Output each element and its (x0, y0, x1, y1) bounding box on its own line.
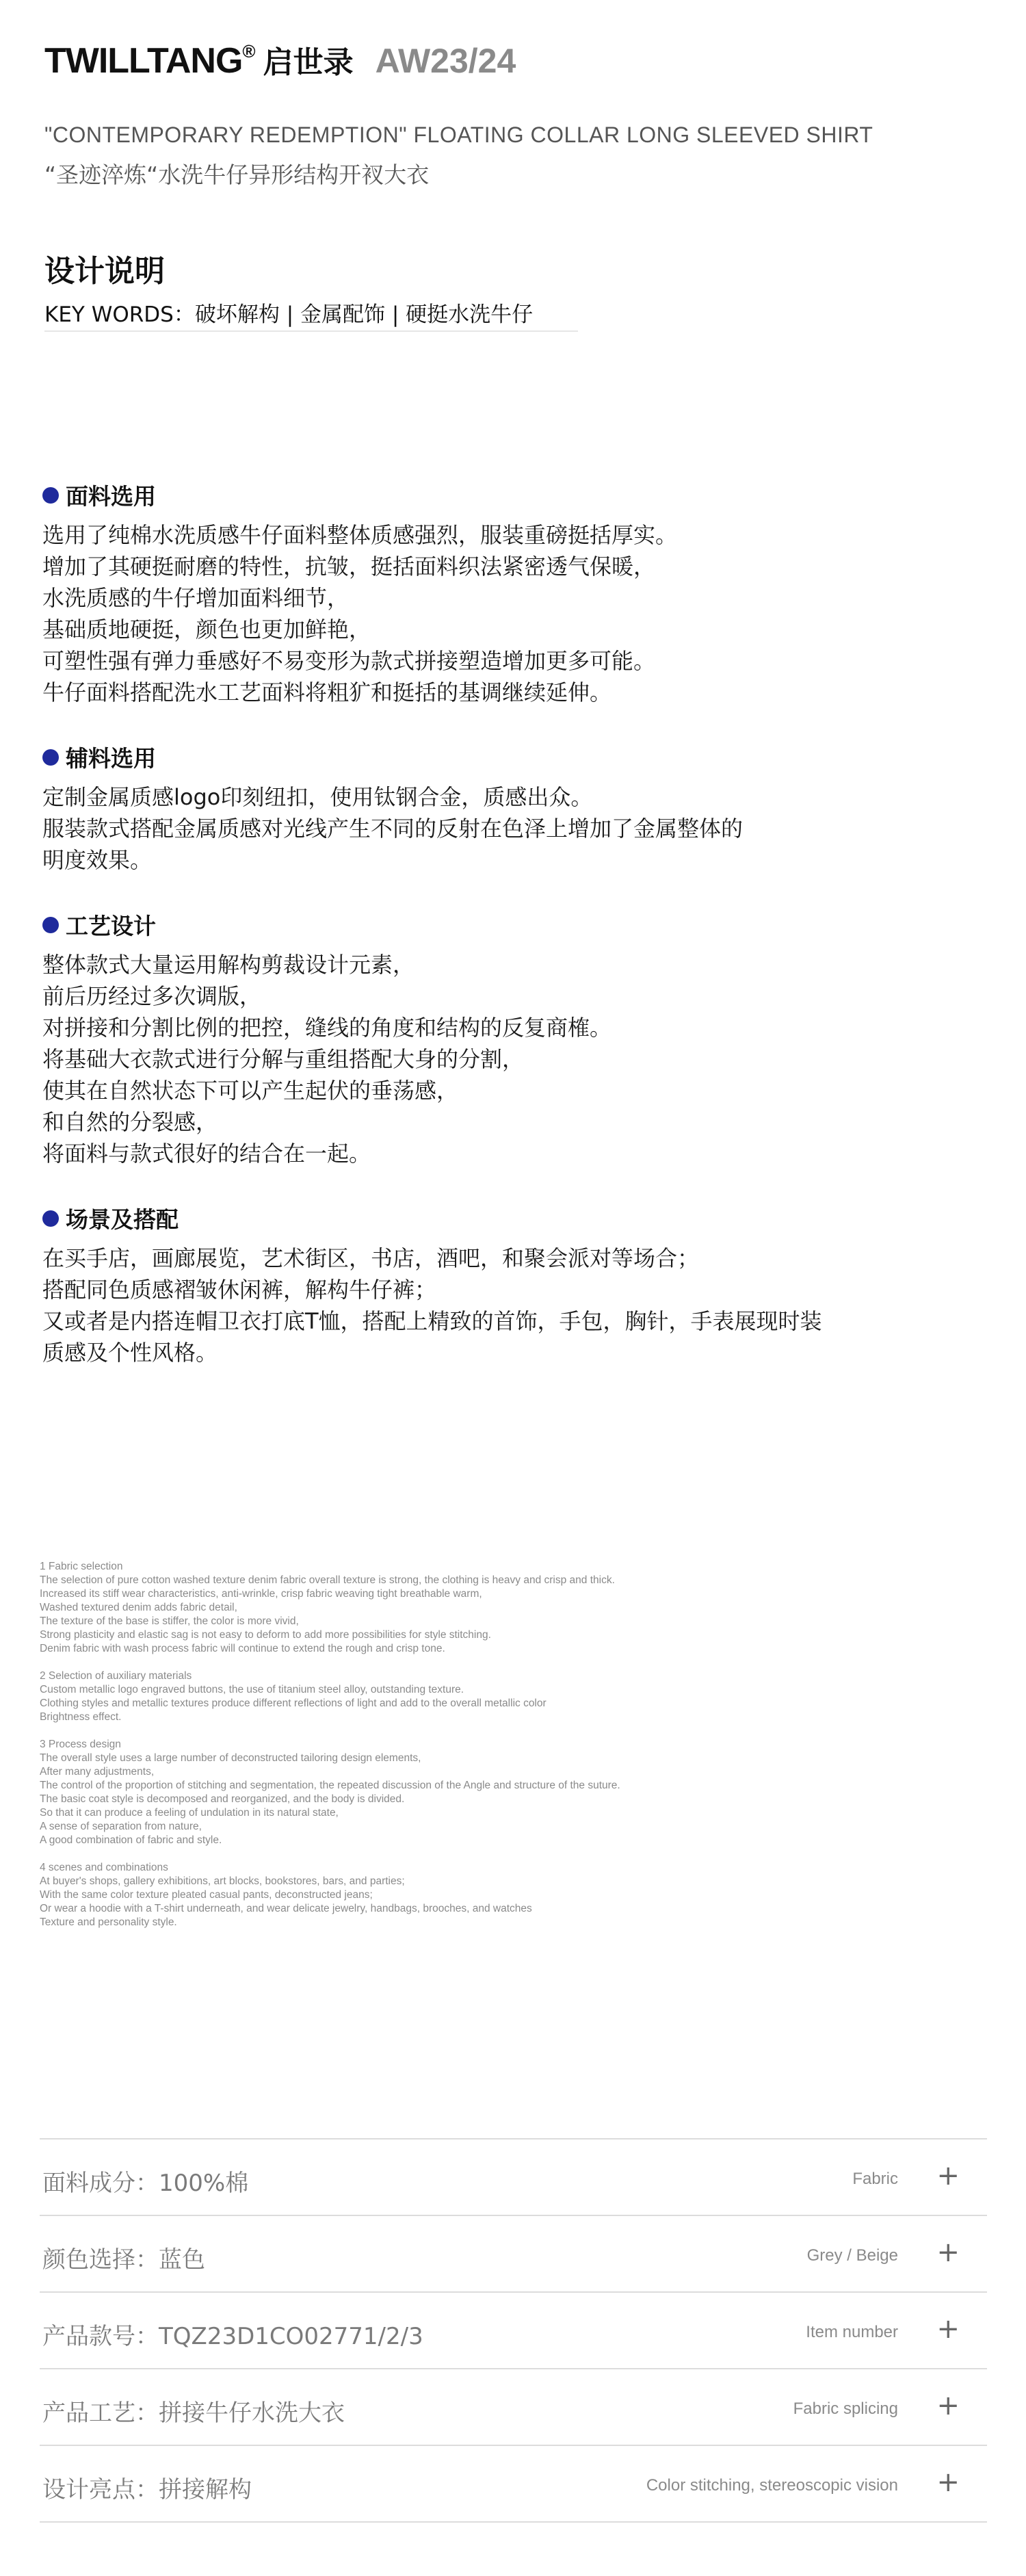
en-group-scenes (40, 1861, 929, 1929)
section-line: 选用了纯棉水洗质感牛仔面料整体质感强烈，服装重磅挺括厚实。 (42, 522, 678, 548)
section-title (42, 909, 986, 941)
section-line: 牛仔面料搭配洗水工艺面料将粗犷和挺括的基调继续延伸。 (42, 679, 612, 705)
section-title (42, 1202, 986, 1234)
header (44, 38, 988, 190)
spec-row-item-number[interactable] (40, 2293, 987, 2369)
en-line: 4 scenes and combinations (40, 1862, 168, 1873)
section-title-text: 面料选用 (66, 483, 156, 510)
en-line: A good combination of fabric and style. (40, 1834, 222, 1846)
plus-icon[interactable]: + (936, 2390, 960, 2421)
en-line: Increased its stiff wear characteristics, anti-wrinkle, crisp fabric weaving tight breathable warm, (40, 1588, 482, 1600)
section-line: 整体款式大量运用解构剪裁设计元素， (42, 952, 415, 978)
en-line: At buyer's shops, gallery exhibitions, art blocks, bookstores, bars, and parties; (40, 1875, 405, 1887)
plus-icon[interactable]: + (936, 2160, 960, 2191)
season-label: AW23/24 (375, 42, 516, 80)
spec-label: 产品款号：TQZ23D1CO02771/2/3 (42, 2323, 423, 2350)
section-craft (42, 909, 986, 1169)
section-accessories (42, 741, 986, 876)
plus-icon[interactable]: + (936, 2237, 960, 2268)
section-title-text: 工艺设计 (66, 913, 156, 939)
bullet-dot-icon (42, 917, 59, 933)
section-line: 和自然的分裂感， (42, 1109, 218, 1135)
en-line: 3 Process design (40, 1739, 121, 1750)
spec-row-craft[interactable] (40, 2369, 987, 2446)
product-title-en: "CONTEMPORARY REDEMPTION" FLOATING COLLAR LONG SLEEVED SHIRT (44, 122, 873, 147)
en-line: 2 Selection of auxiliary materials (40, 1670, 192, 1682)
en-line: So that it can produce a feeling of undulation in its natural state, (40, 1807, 339, 1819)
en-line: 1 Fabric selection (40, 1561, 123, 1572)
en-group-fabric (40, 1560, 929, 1656)
spec-row-highlight[interactable] (40, 2446, 987, 2523)
section-line: 使其在自然状态下可以产生起伏的垂荡感， (42, 1078, 459, 1104)
en-line: Brightness effect. (40, 1711, 122, 1723)
spec-list (40, 2138, 987, 2523)
en-line: Denim fabric with wash process fabric will continue to extend the rough and crisp tone. (40, 1643, 445, 1654)
en-line: With the same color texture pleated casual pants, deconstructed jeans; (40, 1889, 373, 1901)
spec-label: 设计亮点：拼接解构 (42, 2476, 252, 2503)
spec-en-label: Item number (806, 2323, 898, 2341)
section-line: 又或者是内搭连帽卫衣打底T恤，搭配上精致的首饰，手包，胸针，手表展现时装 (42, 1308, 822, 1334)
spec-label: 颜色选择：蓝色 (42, 2246, 205, 2274)
en-line: The basic coat style is decomposed and reorganized, and the body is divided. (40, 1793, 405, 1805)
registered-mark: ® (242, 40, 255, 62)
bullet-dot-icon (42, 1210, 59, 1227)
section-line: 在买手店，画廊展览，艺术街区，书店，酒吧，和聚会派对等场合； (42, 1245, 700, 1271)
section-line: 增加了其硬挺耐磨的特性，抗皱，挺括面料织法紧密透气保暖， (42, 554, 656, 580)
section-line: 对拼接和分割比例的把控，缝线的角度和结构的反复商榷。 (42, 1015, 612, 1041)
design-notes (44, 246, 578, 332)
en-group-process (40, 1738, 929, 1847)
en-line: Or wear a hoodie with a T-shirt underneath, and wear delicate jewelry, handbags, brooches, and watches (40, 1903, 532, 1914)
bullet-dot-icon (42, 749, 59, 766)
en-line: Washed textured denim adds fabric detail, (40, 1602, 237, 1613)
section-line: 定制金属质感logo印刻纽扣，使用钛钢合金，质感出众。 (42, 784, 593, 810)
en-line: The control of the proportion of stitching and segmentation, the repeated discussion of the Angle and structure of the suture. (40, 1780, 620, 1791)
bullet-dot-icon (42, 487, 59, 504)
section-line: 将基础大衣款式进行分解与重组搭配大身的分割， (42, 1046, 525, 1072)
section-line: 服装款式搭配金属质感对光线产生不同的反射在色泽上增加了金属整体的 (42, 816, 744, 842)
design-heading: 设计说明 (44, 254, 165, 289)
brand-logo (44, 40, 255, 81)
section-line: 基础质地硬挺，颜色也更加鲜艳， (42, 616, 371, 642)
section-title-text: 辅料选用 (66, 745, 156, 772)
section-line: 搭配同色质感褶皱休闲裤，解构牛仔裤； (42, 1277, 437, 1303)
en-line: Strong plasticity and elastic sag is not easy to deform to add more possibilities for style stitching. (40, 1629, 491, 1641)
spec-en-label: Fabric (852, 2170, 898, 2188)
section-title (42, 741, 986, 773)
section-line: 明度效果。 (42, 847, 153, 873)
section-line: 将面料与款式很好的结合在一起。 (42, 1141, 371, 1167)
spec-row-fabric[interactable] (40, 2139, 987, 2216)
brand-row (44, 38, 988, 81)
english-translation (40, 1560, 929, 1943)
description-sections (42, 479, 986, 1401)
brand-name: TWILLTANG (44, 41, 243, 81)
en-line: A sense of separation from nature, (40, 1821, 202, 1832)
en-line: Clothing styles and metallic textures produce different reflections of light and add to the overall metallic color (40, 1697, 547, 1709)
section-line: 质感及个性风格。 (42, 1340, 218, 1366)
section-title-text: 场景及搭配 (66, 1206, 179, 1233)
en-group-auxiliary (40, 1669, 929, 1724)
plus-icon[interactable]: + (936, 2467, 960, 2498)
plus-icon[interactable]: + (936, 2313, 960, 2345)
spec-en-label: Color stitching, stereoscopic vision (646, 2476, 898, 2495)
en-line: The texture of the base is stiffer, the color is more vivid, (40, 1615, 299, 1627)
spec-label: 面料成分：100%棉 (42, 2170, 249, 2197)
product-title-cn: “圣迹淬炼“水洗牛仔异形结构开衩大衣 (44, 161, 430, 188)
section-scenes (42, 1202, 986, 1368)
en-line: The overall style uses a large number of deconstructed tailoring design elements, (40, 1752, 421, 1764)
section-line: 水洗质感的牛仔增加面料细节， (42, 585, 350, 611)
brand-cn: 启世录 (263, 45, 354, 80)
spec-en-label: Grey / Beige (806, 2246, 898, 2265)
en-line: The selection of pure cotton washed texture denim fabric overall texture is strong, the clothing is heavy and crisp and thick. (40, 1574, 615, 1586)
keywords: KEY WORDS：破坏解构 | 金属配饰 | 硬挺水洗牛仔 (44, 297, 578, 332)
en-line: Custom metallic logo engraved buttons, the use of titanium steel alloy, outstanding texture. (40, 1684, 464, 1695)
spec-row-color[interactable] (40, 2216, 987, 2293)
en-line: Texture and personality style. (40, 1916, 177, 1928)
spec-en-label: Fabric splicing (793, 2399, 898, 2418)
spec-label: 产品工艺：拼接牛仔水洗大衣 (42, 2399, 345, 2427)
section-title (42, 479, 986, 511)
section-line: 可塑性强有弹力垂感好不易变形为款式拼接塑造增加更多可能。 (42, 648, 656, 674)
section-line: 前后历经过多次调版， (42, 983, 262, 1009)
section-fabric (42, 479, 986, 708)
en-line: After many adjustments, (40, 1766, 155, 1778)
